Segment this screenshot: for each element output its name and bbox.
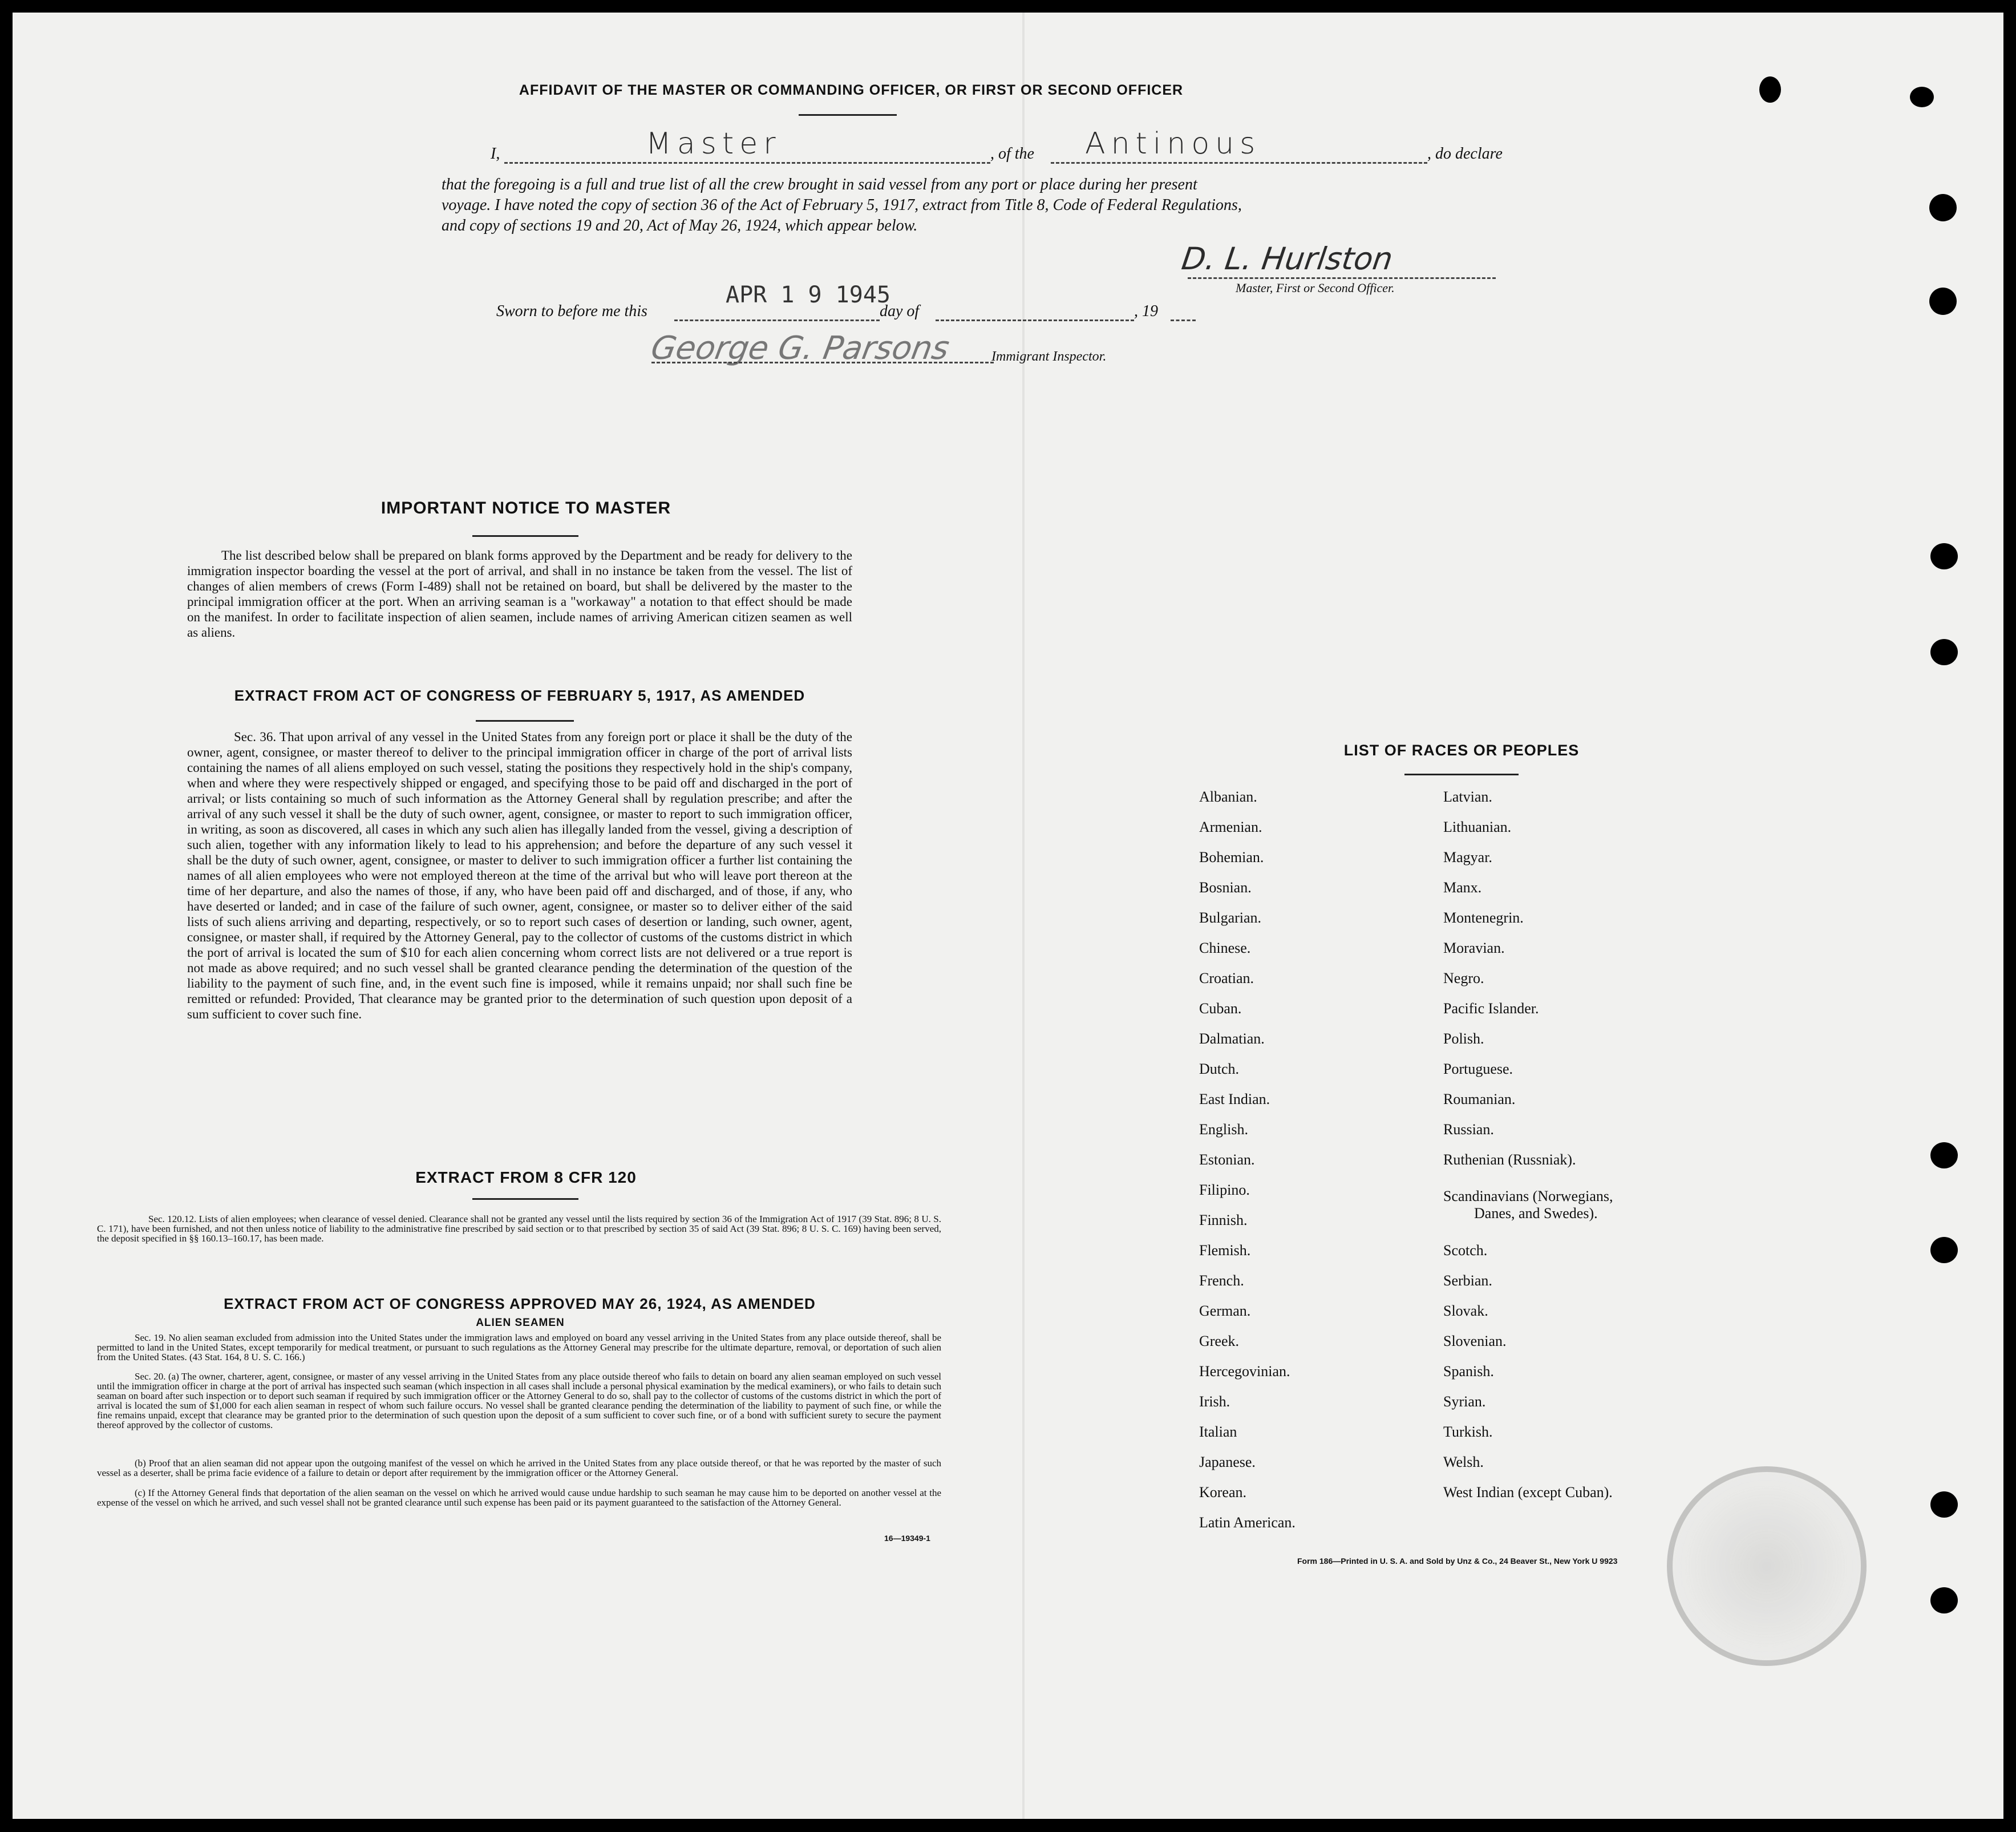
race-item: Latin American. bbox=[1199, 1514, 1296, 1531]
year-line bbox=[1171, 320, 1196, 321]
race-item: Turkish. bbox=[1443, 1423, 1493, 1440]
race-item: Manx. bbox=[1443, 879, 1482, 896]
embossed-seal-icon bbox=[1667, 1466, 1867, 1666]
year-label: , 19 bbox=[1134, 302, 1158, 320]
race-item: Croatian. bbox=[1199, 970, 1254, 986]
race-item: Roumanian. bbox=[1443, 1091, 1516, 1107]
act1917-rule bbox=[476, 720, 574, 722]
race-item: Chinese. bbox=[1199, 940, 1251, 956]
race-item: Russian. bbox=[1443, 1121, 1494, 1138]
race-item: Montenegrin. bbox=[1443, 909, 1524, 926]
vessel-line bbox=[1051, 162, 1427, 164]
punch-hole bbox=[1930, 1237, 1958, 1263]
affidavit-body bbox=[442, 175, 1525, 236]
punch-hole bbox=[1930, 639, 1958, 665]
race-item: Slovenian. bbox=[1443, 1333, 1507, 1349]
sworn-label: Sworn to before me this bbox=[496, 302, 647, 320]
inspector-caption: Immigrant Inspector. bbox=[991, 349, 1107, 364]
race-item: Bohemian. bbox=[1199, 849, 1264, 866]
race-item: Hercegovinian. bbox=[1199, 1363, 1290, 1380]
race-item: Syrian. bbox=[1443, 1393, 1486, 1410]
i-label: I, bbox=[491, 145, 500, 163]
cfr-text: Sec. 120.12. Lists of alien employees; when clearance of vessel denied. Clearance shall not be granted any vessel until the lists required by section 36 of the Immigration Act of 1917 (39 Stat. 896; 8 U. S. C. 171), have been furnished, and not then unless notice of liability to the administrative fine prescribed by said section or to that prescribed by section 35 of said Act (39 Stat. 896; 8 U. S. C. 169) having been served, the deposit specified in §§ 160.13–160.17, has been made. bbox=[97, 1214, 941, 1244]
race-item: Cuban. bbox=[1199, 1000, 1242, 1017]
race-item: Italian bbox=[1199, 1423, 1237, 1440]
notice-title: IMPORTANT NOTICE TO MASTER bbox=[380, 499, 671, 517]
punch-hole bbox=[1759, 76, 1781, 103]
notice-text: The list described below shall be prepared on blank forms approved by the Department and be ready for delivery to the immigration inspector boarding the vessel at the port of arrival, and shall in no instance be taken from the vessel. The list of changes of alien members of crews (Form I-489) shall not be retained on board, but shall be delivered by the master to the principal immigration officer at the port. When an arriving seaman is a "workaway" a notation to that effect should be made on the manifest. In order to facilitate inspection of alien seamen, include names of arriving American citizen seamen as well as aliens. bbox=[187, 548, 852, 640]
center-fold bbox=[1022, 13, 1025, 1819]
race-item: West Indian (except Cuban). bbox=[1443, 1484, 1613, 1501]
vessel-handwritten: Antinous bbox=[1085, 127, 1261, 161]
race-item: Japanese. bbox=[1199, 1454, 1256, 1470]
title-rule bbox=[799, 114, 897, 116]
races-rule bbox=[1404, 774, 1519, 775]
race-item: Lithuanian. bbox=[1443, 819, 1512, 835]
race-item: Polish. bbox=[1443, 1030, 1484, 1047]
document-page bbox=[13, 13, 2003, 1819]
act1924-sec20a: Sec. 20. (a) The owner, charterer, agent, consignee, or master of any vessel arriving in the United States from any place outside thereof who fails to detain on board any alien seaman employed on such vessel until the immigration officer in charge at the port of arrival has inspected such seaman (which inspection in all cases shall include a personal physical examination by the medical examiners), or who fails to detain such seaman on board after such inspection or to deport such seaman if required by such immigration officer or the Attorney General to do so, shall pay to the collector of customs of the customs district in which the port of arrival is located the sum of $1,000 for each alien seaman in respect of whom such failure occurs. No vessel shall be granted clearance pending the determination of the liability to payment of such fine, or while the fine remains unpaid, except that clearance may be granted prior to the determination of such question upon the deposit of a sum sufficient to cover such fine, or of a bond with sufficient surety to secure the payment thereof approved by the collector of customs. bbox=[97, 1371, 941, 1430]
race-item: Pacific Islander. bbox=[1443, 1000, 1539, 1017]
sworn-day-line bbox=[674, 320, 880, 321]
act1924-form-number: 16—19349-1 bbox=[884, 1534, 930, 1543]
act1924-sec19: Sec. 19. No alien seaman excluded from admission into the United States under the immigration laws and employed on board any vessel arriving in the United States from any place outside thereof, shall be permitted to land in the United States, except temporarily for medical treatment, or pursuant to such regulations as the Attorney General may prescribe for the ultimate departure, removal, or deportation of such alien from the United States. (43 Stat. 164, 8 U. S. C. 166.) bbox=[97, 1332, 941, 1362]
affidavit-body-line: that the foregoing is a full and true list of all the crew brought in said vessel from any port or place during her present bbox=[442, 176, 1197, 193]
affidavit-body-line: voyage. I have noted the copy of section 36 of the Act of February 5, 1917, extract from Title 8, Code of Federal Regulations, bbox=[442, 196, 1242, 214]
race-item: Albanian. bbox=[1199, 788, 1257, 805]
race-item: Korean. bbox=[1199, 1484, 1247, 1501]
act1924-title: EXTRACT FROM ACT OF CONGRESS APPROVED MAY 26, 1924, AS AMENDED bbox=[224, 1295, 816, 1312]
master-handwritten: Master bbox=[646, 127, 782, 161]
printer-footer: Form 186—Printed in U. S. A. and Sold by Unz & Co., 24 Beaver St., New York U 9923 bbox=[1297, 1556, 1618, 1566]
race-item: Portuguese. bbox=[1443, 1061, 1513, 1077]
race-item: English. bbox=[1199, 1121, 1248, 1138]
notice-rule bbox=[472, 535, 578, 537]
race-item: German. bbox=[1199, 1303, 1251, 1319]
date-stamp: APR 1 9 1945 bbox=[726, 282, 890, 308]
day-of-label: day of bbox=[880, 302, 920, 320]
race-item: Bulgarian. bbox=[1199, 909, 1262, 926]
officer-signature: D. L. Hurlston bbox=[1179, 241, 1395, 277]
race-item: Greek. bbox=[1199, 1333, 1240, 1349]
race-item: Filipino. bbox=[1199, 1182, 1250, 1198]
punch-hole bbox=[1929, 194, 1957, 221]
races-title: LIST OF RACES OR PEOPLES bbox=[1343, 742, 1580, 759]
punch-hole bbox=[1930, 1142, 1958, 1168]
race-item: Welsh. bbox=[1443, 1454, 1484, 1470]
punch-hole bbox=[1929, 288, 1957, 315]
race-item: Scotch. bbox=[1443, 1242, 1488, 1259]
month-line bbox=[936, 320, 1134, 321]
race-item: Dalmatian. bbox=[1199, 1030, 1265, 1047]
race-item: Negro. bbox=[1443, 970, 1484, 986]
race-item: Serbian. bbox=[1443, 1272, 1492, 1289]
race-item: East Indian. bbox=[1199, 1091, 1270, 1107]
act1924-subtitle: ALIEN SEAMEN bbox=[476, 1317, 565, 1329]
race-item: Estonian. bbox=[1199, 1151, 1255, 1168]
race-item: Finnish. bbox=[1199, 1212, 1248, 1228]
race-item: Bosnian. bbox=[1199, 879, 1252, 896]
race-item: French. bbox=[1199, 1272, 1244, 1289]
race-item: Scandinavians (Norwegians, bbox=[1443, 1188, 1613, 1204]
act1917-text: Sec. 36. That upon arrival of any vessel in the United States from any foreign port or place it shall be the duty of the owner, agent, consignee, or master thereof to deliver to the principal immigration officer in charge of the port of arrival lists containing the names of all aliens employed on such vessel, stating the positions they respectively hold in the ship's company, when and where they were respectively shipped or engaged, and specifying those to be paid off and discharged in the port of arrival; or lists containing so much of such information as the Attorney General shall by regulation prescribe; and after the arrival of any such vessel it shall be the duty of such owner, agent, consignee, or master to report to such immigration officer, in writing, as soon as discovered, all cases in which any such alien has illegally landed from the vessel, giving a description of such alien, together with any information likely to lead to his apprehension; and before the departure of any such vessel it shall be the duty of such owner, agent, consignee, or master to deliver to such immigration officer a further list containing the names of all alien employees who were not employed thereon at the time of the arrival but who will leave port thereon at the time of her departure, and also the names of those, if any, who have been paid off and discharged, and of those, if any, who have deserted or landed; and in case of the failure of such owner, agent, consignee, or master so to deliver either of the said lists of such aliens arriving and departing, respectively, or so to report such cases of desertion or landing, such owner, agent, consignee, or master shall, if required by the Attorney General, pay to the collector of customs of the customs district in which the port of arrival is located the sum of $10 for each alien concerning whom correct lists are not delivered or a true report is not made as above required; and no such vessel shall be granted clearance pending the determination of the question of the liability to the payment of such fine, and, in the event such fine is imposed, while it remains unpaid; nor shall such fine be remitted or refunded: Provided, That clearance may be granted prior to the determination of such question upon deposit of a sum sufficient to cover such fine. bbox=[187, 730, 852, 1021]
do-declare-label: , do declare bbox=[1427, 145, 1503, 163]
officer-signature-line bbox=[1188, 277, 1496, 279]
race-item: Armenian. bbox=[1199, 819, 1262, 835]
punch-hole bbox=[1930, 1587, 1958, 1613]
act1924-sec20b: (b) Proof that an alien seaman did not appear upon the outgoing manifest of the vessel on which he arrived in the United States from any place outside thereof, or that he was reported by the master of such vessel as a deserter, shall be prima facie evidence of a failure to detain or deport after requirement by the immigration officer or the Attorney General. bbox=[97, 1458, 941, 1478]
race-item: Ruthenian (Russniak). bbox=[1443, 1151, 1576, 1168]
punch-hole bbox=[1910, 87, 1934, 107]
act1924-sec20c: (c) If the Attorney General finds that deportation of the alien seaman on the vessel on which he arrived would cause undue hardship to such seaman he may cause him to be deported on another vessel at the expense of the vessel on which he arrived, and such vessel shall not be granted clearance until such expense has been paid or its payment guaranteed to the satisfaction of the Attorney General. bbox=[97, 1487, 941, 1508]
race-item: Danes, and Swedes). bbox=[1474, 1205, 1598, 1222]
affidavit-body-line: and copy of sections 19 and 20, Act of May 26, 1924, which appear below. bbox=[442, 217, 918, 234]
punch-hole bbox=[1930, 1491, 1958, 1518]
race-item: Magyar. bbox=[1443, 849, 1492, 866]
race-item: Latvian. bbox=[1443, 788, 1492, 805]
of-the-label: , of the bbox=[990, 145, 1034, 163]
race-item: Flemish. bbox=[1199, 1242, 1251, 1259]
race-item: Moravian. bbox=[1443, 940, 1505, 956]
act1917-title: EXTRACT FROM ACT OF CONGRESS OF FEBRUARY 5, 1917, AS AMENDED bbox=[234, 687, 805, 704]
cfr-rule bbox=[472, 1198, 578, 1200]
race-item: Irish. bbox=[1199, 1393, 1230, 1410]
inspector-signature-line bbox=[651, 362, 994, 363]
race-item: Slovak. bbox=[1443, 1303, 1488, 1319]
race-item: Spanish. bbox=[1443, 1363, 1494, 1380]
officer-caption: Master, First or Second Officer. bbox=[1236, 281, 1395, 295]
cfr-title: EXTRACT FROM 8 CFR 120 bbox=[415, 1168, 637, 1186]
affidavit-title: AFFIDAVIT OF THE MASTER OR COMMANDING OFFICER, OR FIRST OR SECOND OFFICER bbox=[519, 82, 1184, 98]
race-item: Dutch. bbox=[1199, 1061, 1240, 1077]
master-line bbox=[504, 162, 990, 164]
punch-hole bbox=[1930, 543, 1958, 569]
inspector-signature: George G. Parsons bbox=[648, 330, 952, 367]
